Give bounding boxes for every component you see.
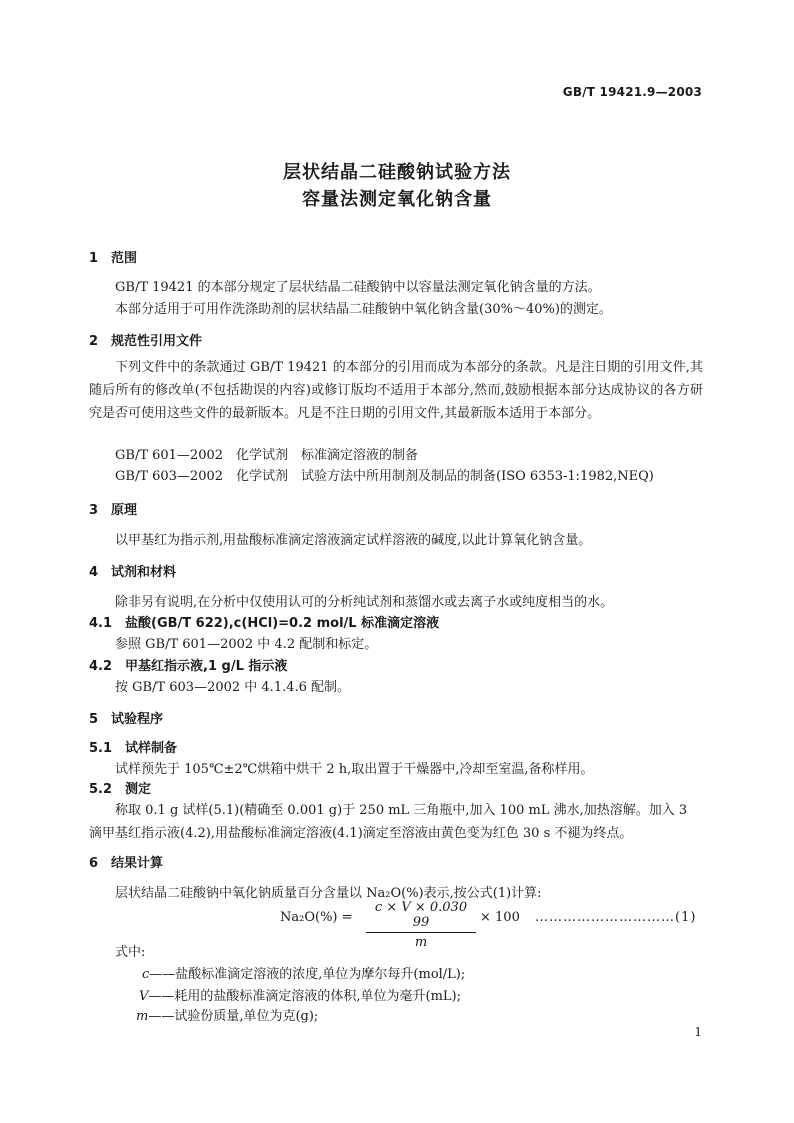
section-1-para-2: 本部分适用于可用作洗涤助剂的层状结晶二硅酸钠中氧化钠含量(30%～40%)的测定。 — [115, 302, 612, 317]
subsection-4-1-text: 参照 GB/T 601—2002 中 4.2 配制和标定。 — [115, 637, 378, 652]
section-number: 1 — [89, 251, 99, 266]
section-6-heading — [89, 852, 163, 871]
formula-lhs: Na₂O(%) = — [280, 910, 353, 925]
section-title: 原理 — [111, 503, 138, 518]
subsection-5-2-heading — [89, 778, 151, 797]
section-5-heading — [89, 708, 163, 727]
variable-m — [136, 1005, 318, 1024]
section-1-para-1: GB/T 19421 的本部分规定了层状结晶二硅酸钠中以容量法测定氧化钠含量的方法。 — [115, 280, 601, 295]
document-title-line1: 层状结晶二硅酸钠试验方法 — [283, 162, 511, 183]
formula-number: …………………………(1) — [535, 910, 697, 925]
section-number: 4 — [89, 565, 99, 580]
section-title: 规范性引用文件 — [111, 334, 203, 349]
standard-code: GB/T 19421.9—2003 — [562, 85, 702, 99]
subsection-number: 5.2 — [89, 782, 113, 797]
formula-multiplier: × 100 — [480, 910, 520, 925]
reference-2: GB/T 603—2002 化学试剂 试验方法中所用制剂及制品的制备(ISO 6353-1:1982,NEQ) — [115, 469, 654, 484]
section-number: 2 — [89, 334, 99, 349]
document-title-line2: 容量法测定氧化钠含量 — [302, 189, 492, 210]
page-number: 1 — [694, 1025, 702, 1039]
section-4-heading — [89, 561, 176, 580]
section-title: 范围 — [111, 251, 138, 266]
section-number: 3 — [89, 503, 99, 518]
variable-description: ——试验份质量,单位为克(g); — [148, 1009, 319, 1024]
section-1-heading — [89, 247, 137, 266]
fraction-bar — [366, 932, 476, 933]
subsection-5-2-text-2: 滴甲基红指示液(4.2),用盐酸标准滴定溶液(4.1)滴定至溶液由黄色变为红色 30 s 不褪为终点。 — [89, 826, 633, 841]
section-3-heading — [89, 499, 137, 518]
variable-symbol: V — [139, 989, 149, 1004]
variable-c — [142, 963, 465, 982]
subsection-title: 甲基红指示液,1 g/L 指示液 — [125, 659, 288, 674]
formula-denominator: m — [414, 935, 428, 950]
section-title: 试验程序 — [111, 712, 164, 727]
subsection-5-1-heading — [89, 737, 177, 756]
subsection-5-1-text: 试样预先于 105℃±2℃烘箱中烘干 2 h,取出置于干燥器中,冷却至室温,备称样用。 — [115, 762, 594, 777]
subsection-title: 试样制备 — [125, 741, 178, 756]
section-number: 6 — [89, 856, 99, 871]
subsection-4-2-text: 按 GB/T 603—2002 中 4.1.4.6 配制。 — [115, 680, 351, 695]
subsection-title: 盐酸(GB/T 622),c(HCl)=0.2 mol/L 标准滴定溶液 — [125, 616, 440, 631]
variable-description: ——盐酸标准滴定溶液的浓度,单位为摩尔每升(mol/L); — [149, 967, 466, 982]
section-3-para-1: 以甲基红为指示剂,用盐酸标准滴定溶液滴定试样溶液的碱度,以此计算氧化钠含量。 — [115, 533, 592, 548]
subsection-number: 4.2 — [89, 659, 113, 674]
where-label: 式中: — [115, 945, 146, 960]
section-6-intro: 层状结晶二硅酸钠中氧化钠质量百分含量以 Na₂O(%)表示,按公式(1)计算: — [115, 886, 542, 901]
section-title: 结果计算 — [111, 856, 164, 871]
section-2-heading — [89, 330, 202, 349]
variable-symbol: m — [136, 1009, 149, 1024]
section-4-para-1: 除非另有说明,在分析中仅使用认可的分析纯试剂和蒸馏水或去离子水或纯度相当的水。 — [115, 595, 614, 610]
subsection-number: 5.1 — [89, 741, 113, 756]
formula-fraction — [366, 900, 476, 950]
section-2-paragraph: 下列文件中的条款通过 GB/T 19421 的本部分的引用而成为本部分的条款。凡是注日期的引用文件,其随后所有的修改单(不包括勘误的内容)或修订版均不适用于本部分,然而,鼓励根据本部分达成协议的各方研究是否可使用这些文件的最新版本。凡是不注日期的引用文件,其最新版本适用于本部分。 — [89, 360, 703, 421]
subsection-number: 4.1 — [89, 616, 113, 631]
subsection-title: 测定 — [125, 782, 152, 797]
variable-v — [139, 985, 461, 1004]
subsection-4-1-heading — [89, 612, 439, 631]
formula-numerator: c × V × 0.030 99 — [374, 900, 468, 930]
section-title: 试剂和材料 — [111, 565, 177, 580]
variable-description: ——耗用的盐酸标准滴定溶液的体积,单位为毫升(mL); — [148, 989, 462, 1004]
subsection-5-2-text-1: 称取 0.1 g 试样(5.1)(精确至 0.001 g)于 250 mL 三角瓶中,加入 100 mL 沸水,加热溶解。加入 3 — [115, 803, 688, 818]
reference-1: GB/T 601—2002 化学试剂 标准滴定溶液的制备 — [115, 448, 419, 463]
section-number: 5 — [89, 712, 99, 727]
variable-symbol: c — [142, 967, 150, 982]
subsection-4-2-heading — [89, 655, 287, 674]
